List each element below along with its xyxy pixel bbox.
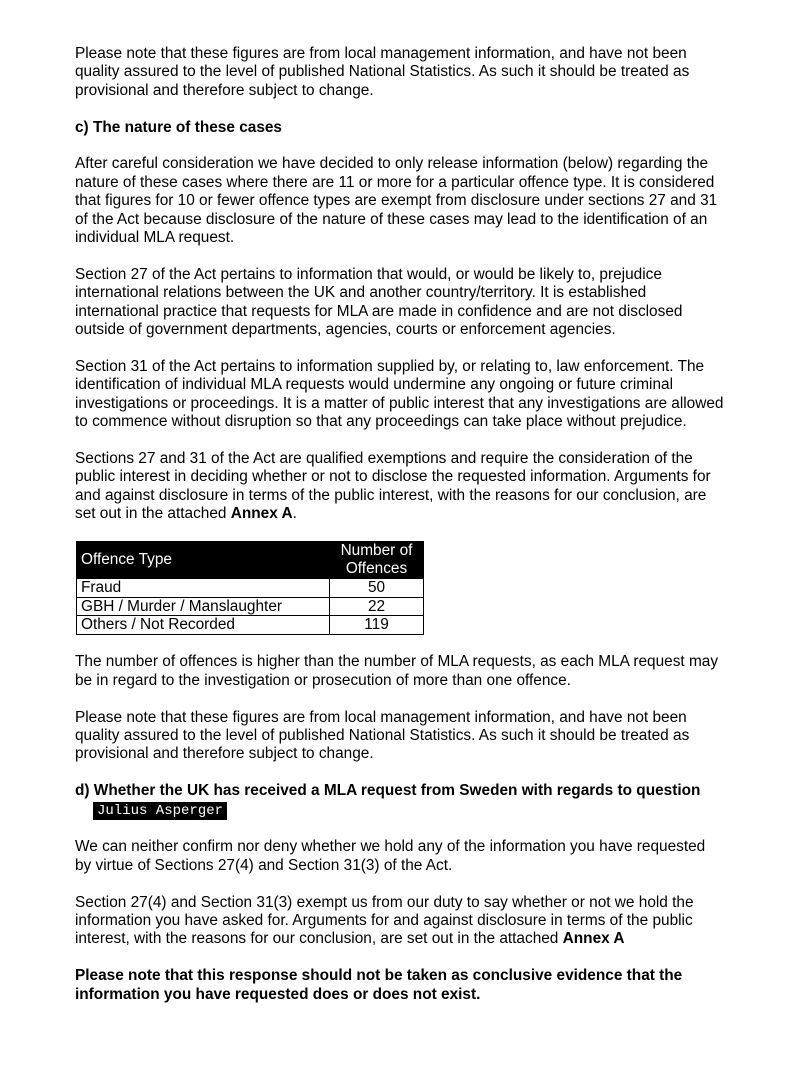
statistics-caveat-paragraph: Please note that these figures are from local management information, and have not been quality assured to the level of published National Statistics. As such it should be treated as provisional and therefore subject to change. [75, 45, 690, 99]
offences-table [76, 541, 424, 635]
document-page [75, 45, 725, 1004]
section-c-heading: c) The nature of these cases [75, 118, 282, 136]
offence-count-cell: 119 [330, 616, 424, 635]
conclusive-evidence-note: Please note that this response should not be taken as conclusive evidence that the information you have requested does or does not exist. [75, 967, 683, 1003]
table-row [77, 616, 424, 635]
table-header-row [77, 542, 424, 579]
period: . [292, 505, 297, 523]
release-decision-paragraph: After careful consideration we have decided to only release information (below) regarding the nature of these cases where there are 11 or more for a particular offence type. It is considered that figures for 10 or fewer offence types are exempt from disclosure under sections 27 and 31 of the Act because disclosure of the nature of these cases may lead to the identification of an individual MLA request. [75, 155, 718, 247]
offences-vs-requests-paragraph: The number of offences is higher than the number of MLA requests, as each MLA request may be in regard to the investigation or prosecution of more than one offence. [75, 653, 719, 689]
offence-type-cell: Others / Not Recorded [77, 616, 330, 635]
qualified-exemptions-paragraph [75, 450, 725, 524]
offence-count-cell: 22 [330, 597, 424, 616]
offence-type-cell: Fraud [77, 579, 330, 598]
exemption-duty-text: Section 27(4) and Section 31(3) exempt us from our duty to say whether or not we hold the information you have asked for. Arguments for and against disclosure in terms of the public interest, with the reasons for our conclusion, are set out in the attached [75, 893, 694, 948]
annex-a-reference: Annex A [230, 505, 293, 523]
header-offence-type: Offence Type [77, 542, 330, 579]
annex-a-reference-2: Annex A [562, 930, 625, 948]
section-d-heading [75, 782, 725, 820]
section-31-paragraph: Section 31 of the Act pertains to information supplied by, or relating to, law enforcement. The identification of individual MLA requests would undermine any ongoing or future criminal investigations or proceedings. It is a matter of public interest that any investigations are allowed to commence without disruption so that any proceedings can take place without prejudice. [75, 357, 724, 431]
exemption-duty-paragraph [75, 894, 725, 949]
offence-type-cell: GBH / Murder / Manslaughter [77, 597, 330, 616]
statistics-caveat-paragraph-2: Please note that these figures are from local management information, and have not been quality assured to the level of published National Statistics. As such it should be treated as provisional and therefore subject to change. [75, 708, 690, 763]
header-number-of-offences: Number of Offences [330, 542, 424, 579]
redaction-box: Julius Asperger [93, 802, 227, 820]
neither-confirm-nor-deny-paragraph: We can neither confirm nor deny whether we hold any of the information you have requested by virtue of Sections 27(4) and Section 31(3) of the Act. [75, 838, 706, 874]
section-d-heading-text: d) Whether the UK has received a MLA request from Sweden with regards to question [75, 782, 701, 800]
table-row [77, 579, 424, 598]
qualified-exemptions-text: Sections 27 and 31 of the Act are qualified exemptions and require the consideration of the public interest in deciding whether or not to disclose the requested information. Arguments for and against disclosure in terms of the public interest, with the reasons for our conclusion, are set out in the attached [75, 449, 711, 523]
section-27-paragraph: Section 27 of the Act pertains to information that would, or would be likely to, prejudice international relations between the UK and another country/territory. It is established international practice that requests for MLA are made in confidence and are not disclosed outside of government departments, agencies, courts or enforcement agencies. [75, 265, 683, 339]
offence-count-cell: 50 [330, 579, 424, 598]
table-row [77, 597, 424, 616]
